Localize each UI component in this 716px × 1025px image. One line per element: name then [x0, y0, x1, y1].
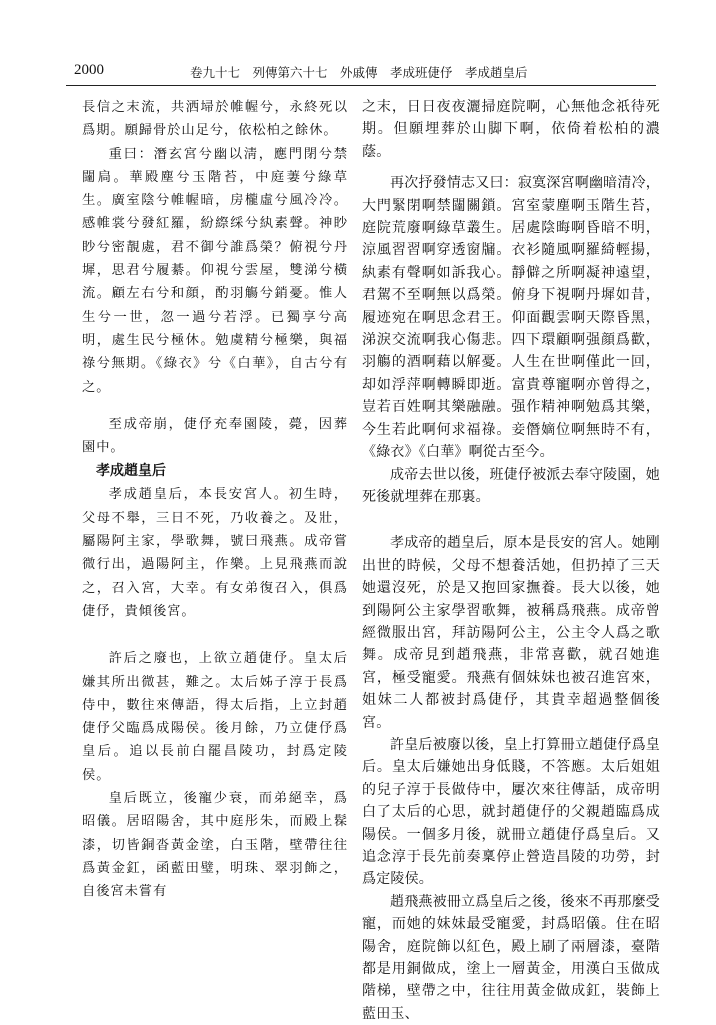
translation-paragraph-5: 許皇后被廢以後，皇上打算冊立趙倢伃爲皇后。皇太后嫌她出身低賤，不答應。太后姐姐的兒子淳于長做侍中，屢次來往傳話，成帝明白了太后的心思，就封趙倢伃的父親趙臨爲成陽侯。一個多月後，就冊立趙倢伃爲皇后。又追念淳于長先前奏稟停止營造昌陵的功勞，封爲定陵侯。 — [362, 736, 660, 888]
section-heading: 孝成趙皇后 — [96, 463, 166, 480]
translation-paragraph-4: 孝成帝的趙皇后，原本是長安的宮人。她剛出世的時候，父母不想養活她，但扔掉了三天她還沒死，於是又抱回家撫養。長大以後，她到陽阿公主家學習歌舞，被稱爲飛燕。成帝曾經微服出宮，拜訪陽阿公主，公主令人爲之歌舞。成帝見到趙飛燕，非常喜歡，就召她進宮，極受寵愛。飛燕有個妹妹也被召進宮來，姐妹二人都被封爲倢伃，其貴幸超過整個後宮。 — [362, 535, 660, 731]
classical-paragraph-5: 許后之廢也，上欲立趙倢伃。皇太后嫌其所出微甚，難之。太后姊子淳于長爲侍中，數往來傳語，得太后指，上立封趙倢伃父臨爲成陽侯。後月餘，乃立倢伃爲皇后。追以長前白罷昌陵功，封爲定陵侯。 — [82, 651, 348, 783]
classical-paragraph-4: 孝成趙皇后，本長安宮人。初生時，父母不舉，三日不死，乃收養之。及壯，屬陽阿主家，學歌舞，號曰飛燕。成帝嘗微行出，過陽阿主，作樂。上見飛燕而說之，召入宮，大幸。有女弟復召入，俱爲倢伃，貴傾後宮。 — [82, 487, 348, 619]
classical-paragraph-2: 重曰：潛玄宮兮幽以淸，應門閉兮禁闥扃。華殿塵兮玉階苔，中庭萋兮綠草生。廣室陰兮帷幄暗，房櫳虛兮風冷冷。感帷裳兮發紅羅，紛縩䌽兮紈素聲。神眇眇兮密靚處，君不御兮誰爲榮？俯視兮丹墀，思君兮履綦。仰視兮雲屋，雙涕兮橫流。顧左右兮和顔，酌羽觴兮銷憂。惟人生兮一世，忽一過兮若浮。已獨享兮高明，處生民兮極休。勉虞精兮極樂，與福祿兮無期。《綠衣》兮《白華》，自古兮有之。 — [82, 146, 348, 395]
classical-paragraph-3: 至成帝崩，倢伃充奉園陵，薨，因葬園中。 — [82, 416, 348, 456]
classical-paragraph-6: 皇后既立，後寵少衰，而弟絕幸，爲昭儀。居昭陽舍，其中庭彤朱，而殿上髹漆，切皆銅沓黃金塗，白玉階，壁帶往往爲黃金釭，函藍田璧，明珠、翠羽飾之，自後宮未嘗有 — [82, 791, 348, 900]
header-rule — [66, 85, 656, 86]
classical-paragraph-1: 長信之末流，共洒埽於帷幄兮，永終死以爲期。願歸骨於山足兮，依松柏之餘休。 — [82, 100, 348, 139]
translation-paragraph-6: 趙飛燕被冊立爲皇后之後，後來不再那麼受寵，而她的妹妹最受寵愛，封爲昭儀。住在昭陽舍，庭院飾以紅色，殿上刷了兩層漆，臺階都是用銅做成，塗上一層黃金，用漢白玉做成階梯，壁帶之中，往往用黃金做成釭，裝飾上藍田玉、 — [362, 893, 660, 1022]
translation-paragraph-2: 再次抒發情志又曰：寂寞深宮啊幽暗清冷，大門緊閉啊禁闥關鎖。宮室蒙塵啊玉階生苔，庭院荒廢啊綠草叢生。居處陰晦啊昏暗不明，涼風習習啊穿透窗牖。衣衫隨風啊羅綺輕揚，紈素有聲啊如訴我心。靜僻之所啊凝神遠望，君駕不至啊無以爲榮。俯身下視啊丹墀如昔，履迹宛在啊思念君王。仰面觀雲啊天際昏黑，涕淚交流啊我心傷悲。四下環顧啊强顔爲歡，羽觴的酒啊藉以解憂。人生在世啊僅此一回，却如浮萍啊轉瞬即逝。富貴尊寵啊亦曾得之，豈若百姓啊其樂融融。强作精神啊勉爲其樂，今生若此啊何求福祿。妾僭嫡位啊無時不有，《綠衣》《白華》啊從古至今。 — [362, 175, 660, 461]
translation-paragraph-1: 之末，日日夜夜灑掃庭院啊，心無他念祇待死期。但願埋葬於山脚下啊，依倚着松柏的濃蔭。 — [362, 99, 660, 160]
translation-column — [362, 96, 660, 1022]
running-head: 卷九十七 列傳第六十七 外戚傳 孝成班倢伃 孝成趙皇后 — [190, 65, 528, 80]
translation-paragraph-3: 成帝去世以後，班倢伃被派去奉守陵園，她死後就埋葬在那裏。 — [362, 466, 660, 505]
classical-text-column — [82, 96, 348, 992]
page-number: 2000 — [74, 62, 104, 78]
